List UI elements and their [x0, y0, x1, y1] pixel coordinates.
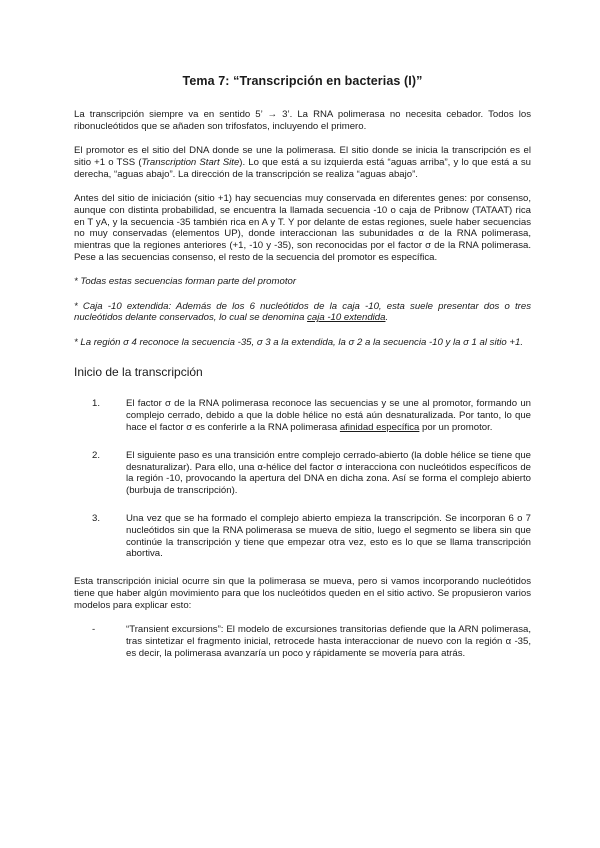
paragraph-models-intro: Esta transcripción inicial ocurre sin que la polimerasa se mueva, pero si vamos incorporando nucleótidos tiene que haber algún movimiento para que los nucleótidos queden en el sitio activo. Se propusieron varios modelos para explicar esto:: [74, 576, 531, 611]
text-segment: “Transient excursions”: El modelo de excursiones transitorias defiende que la ARN polimerasa, tras sintetizar el fragmento inicial, retrocede hasta interaccionar de nuevo con la región α -35, es decir, la polimerasa avanzaría un poco y rápidamente se movería para atrás.: [126, 624, 531, 659]
text-segment: El siguiente paso es una transición entre complejo cerrado-abierto (la doble hélice se tiene que desnaturalizar). Para ello, una α-hélice del factor σ interacciona con nucleótidos específicos de la región -10, provocando la apertura del DNA en dicha zona. Así se forma el complejo abierto (burbuja de transcripción).: [126, 449, 531, 497]
italic-term: Transcription Start Site: [141, 156, 240, 168]
text-segment: ). Lo que está a su izquierda está “aguas arriba”, y lo que está a su derecha, “aguas abajo”. La dirección de la transcripción se realiza “aguas abajo”.: [74, 156, 531, 180]
note-sigma-regions: * La región σ 4 reconoce la secuencia -35, σ 3 a la extendida, la σ 2 a la secuencia -10 y la σ 1 al sitio +1.: [74, 336, 523, 348]
list-item: [92, 513, 531, 560]
list-dash: -: [92, 624, 96, 636]
list-item: [92, 449, 531, 497]
text-segment: El promotor es el sitio del DNA donde se une la polimerasa. El sitio donde se inicia la transcripción es el sitio +1 o TSS (: [74, 145, 531, 168]
paragraph-promoter: [74, 145, 531, 180]
text-segment: .: [385, 312, 389, 324]
list-item: [92, 624, 531, 659]
page-title: Tema 7: “Transcripción en bacterias (I)”: [182, 74, 423, 88]
note-promoter: * Todas estas secuencias forman parte del promotor: [74, 276, 297, 288]
list-number: 1.: [92, 398, 101, 410]
note-extended-box: [74, 301, 531, 325]
underlined-term: caja -10 extendida: [307, 312, 386, 324]
list-item: [92, 398, 531, 434]
text-segment: Una vez que se ha formado el complejo abierto empieza la transcripción. Se incorporan 6 o 7 nucleótidos sin que la RNA polimerasa se mueva de sitio, luego el segmento se libera sin que continúe la transcripción y tiene que empezar otra vez, esto es lo que se llama transcripción abortiva.: [126, 513, 531, 560]
section-heading: Inicio de la transcripción: [74, 365, 203, 380]
underlined-term: afinidad específica: [339, 422, 420, 434]
text-segment: por un promotor.: [419, 422, 493, 434]
paragraph-consensus: Antes del sitio de iniciación (sitio +1) hay secuencias muy conservada en diferentes genes: por consenso, aunque con distinta probabilidad, se encuentra la llamada secuencia -10 o caja de Pribnow (TATAAT) rica en T yA, y la secuencia -35 también rica en A y T. Y por delante de estas regiones, suele haber secuencias no muy conservadas (elementos UP), donde interaccionan las subunidades α de la RNA polimerasa, mientras que la regiones anteriores (+1, -10 y -35), son reconocidas por el factor σ de la RNA polimerasa. Pese a las secuencias consenso, el resto de la secuencia del promotor es específica.: [74, 192, 531, 263]
models-list: [74, 624, 531, 659]
list-number: 3.: [92, 513, 101, 525]
text-segment: El factor σ de la RNA polimerasa reconoce las secuencias y se une al promotor, formando un complejo cerrado, debido a que la doble hélice no está aún desnaturalizada. Por tanto, lo que hace el factor σ es conferirle a la RNA polimerasa: [126, 398, 531, 434]
steps-list: [74, 398, 531, 560]
text-segment: * Caja -10 extendida: Además de los 6 nucleótidos de la caja -10, esta suele presentar dos o tres nucleótidos delante conservados, lo cual se denomina: [74, 300, 531, 324]
list-number: 2.: [92, 449, 101, 461]
paragraph-direction: La transcripción siempre va en sentido 5’ → 3’. La RNA polimerasa no necesita cebador. Todos los ribonucleótidos que se añaden son trifosfatos, incluyendo el primero.: [74, 109, 531, 132]
